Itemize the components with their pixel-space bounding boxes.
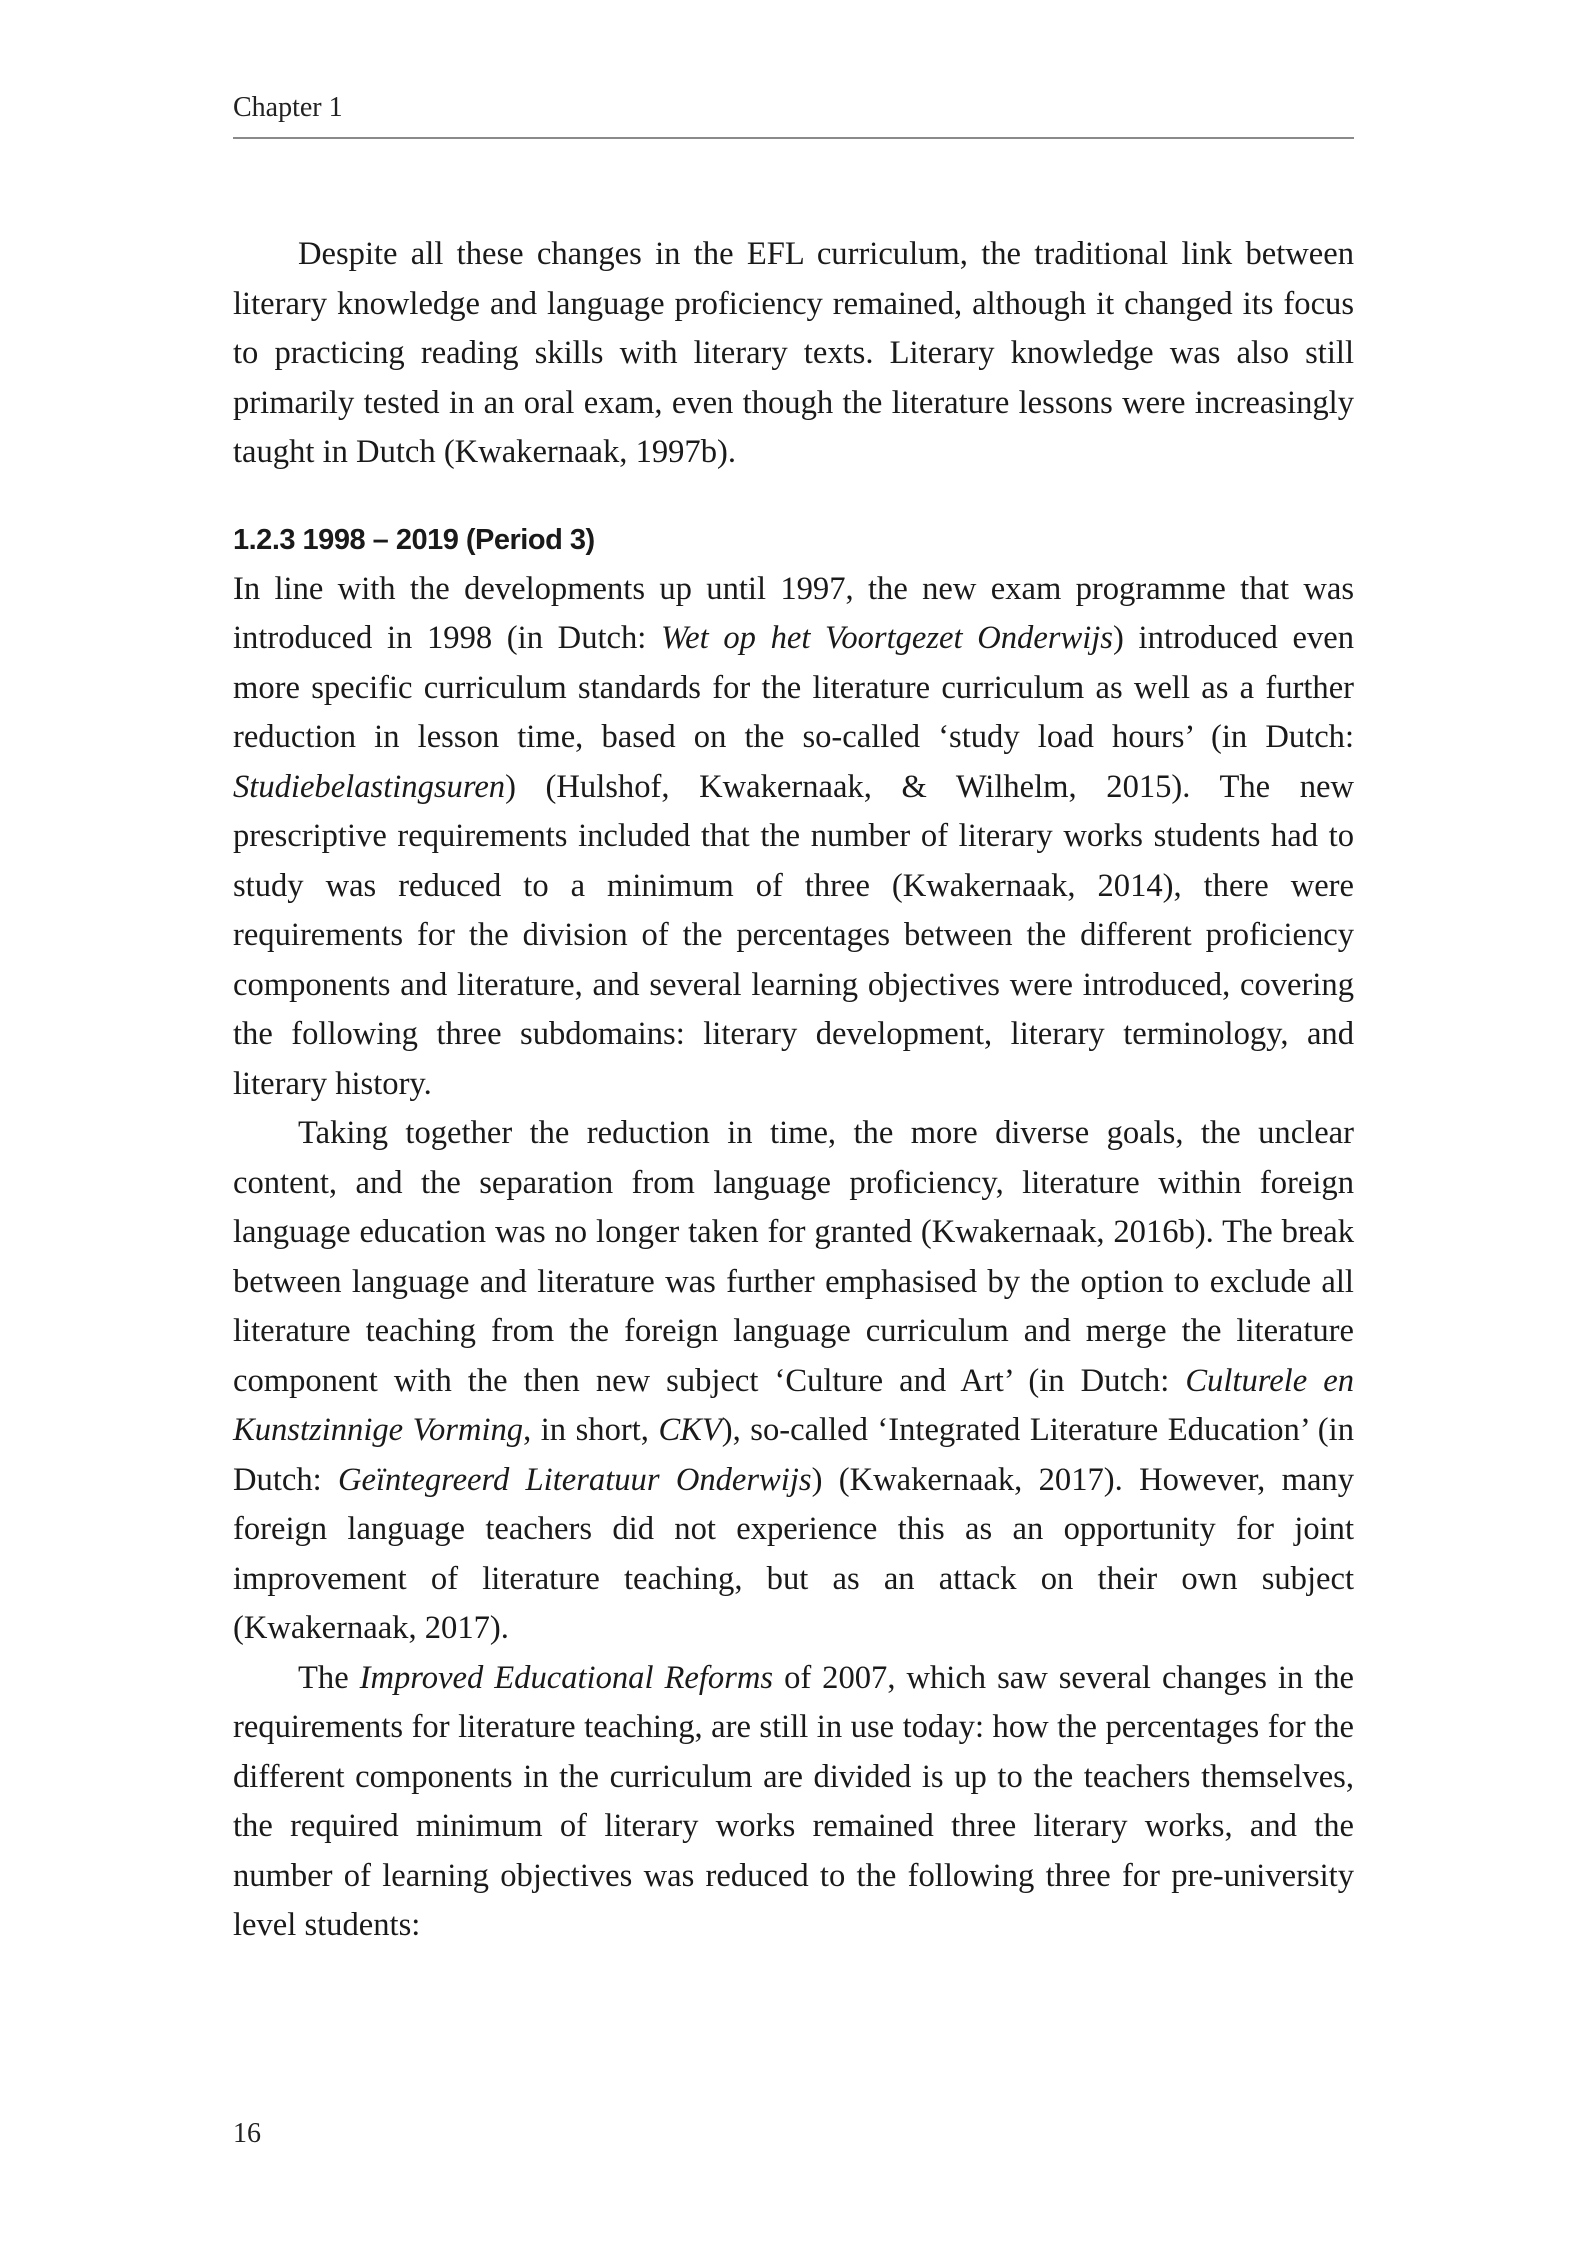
running-header: Chapter 1: [233, 92, 343, 123]
text-span: In line with the developments up until 1997, the new exam programme that was introduced in 1998 (in Dutch:: [233, 570, 1354, 656]
italic-term: Wet op het Voortgezet Onderwijs: [661, 620, 1113, 656]
header-divider: [233, 137, 1354, 139]
text-span: , in short,: [523, 1412, 659, 1448]
text-span: ) (Hulshof, Kwakernaak, & Wilhelm, 2015). The new prescriptive requirements included that the number of literary works students had to study was reduced to a minimum of three (Kwakernaak, 2014), there were requirements for the division of the percentages between the different proficiency components and literature, and several learning objectives were introduced, covering the following three subdomains: literary development, literary terminology, and literary history.: [233, 768, 1354, 1102]
text-span: of 2007, which saw several changes in the requirements for literature teaching, are still in use today: how the percentages for the different components in the curriculum are divided is up to the teachers themselves, the required minimum of literary works remained three literary works, and the number of learning objectives was reduced to the following three for pre-university level students:: [233, 1659, 1354, 1943]
text-span: ) introduced even more specific curriculum standards for the literature curriculum as well as a further reduction in lesson time, based on the so-called ‘study load hours’ (in Dutch:: [233, 620, 1354, 755]
italic-term: CKV: [658, 1412, 722, 1448]
main-text: [233, 230, 1354, 1951]
paragraph-1: Despite all these changes in the EFL curriculum, the traditional link between literary knowledge and language proficiency remained, although it changed its focus to practicing reading skills with literary texts. Literary knowledge was also still primarily tested in an oral exam, even though the literature lessons were increasingly taught in Dutch (Kwakernaak, 1997b).: [233, 236, 1354, 470]
text-span: ) (Kwakernaak, 2017). However, many foreign language teachers did not experience this as an opportunity for joint improvement of literature teaching, but as an attack on their own subject (Kwakernaak, 2017).: [233, 1461, 1355, 1646]
paragraph-2: [233, 565, 1354, 1110]
paragraph-4: [233, 1654, 1354, 1951]
text-span: ), so-called ‘Integrated Literature Education’ (in Dutch:: [233, 1412, 1354, 1498]
text-span: The: [298, 1659, 360, 1696]
text-span: Taking together the reduction in time, the more diverse goals, the unclear content, and the separation from language proficiency, literature within foreign language education was no longer taken for granted (Kwakernaak, 2016b). The break between language and literature was further emphasised by the option to exclude all literature teaching from the foreign language curriculum and merge the literature component with the then new subject ‘Culture and Art’ (in Dutch:: [233, 1115, 1354, 1399]
section-heading: 1.2.3 1998 – 2019 (Period 3): [233, 523, 595, 556]
italic-term: Studiebelastingsuren: [233, 768, 506, 805]
italic-term: Culturele en Kunstzinnige Vorming: [233, 1362, 1354, 1448]
paragraph-3: [233, 1109, 1354, 1654]
italic-term: Improved Educational Reforms: [359, 1659, 774, 1696]
italic-term: Geïntegreerd Literatuur Onderwijs: [337, 1461, 812, 1498]
page-number: 16: [233, 2118, 261, 2149]
